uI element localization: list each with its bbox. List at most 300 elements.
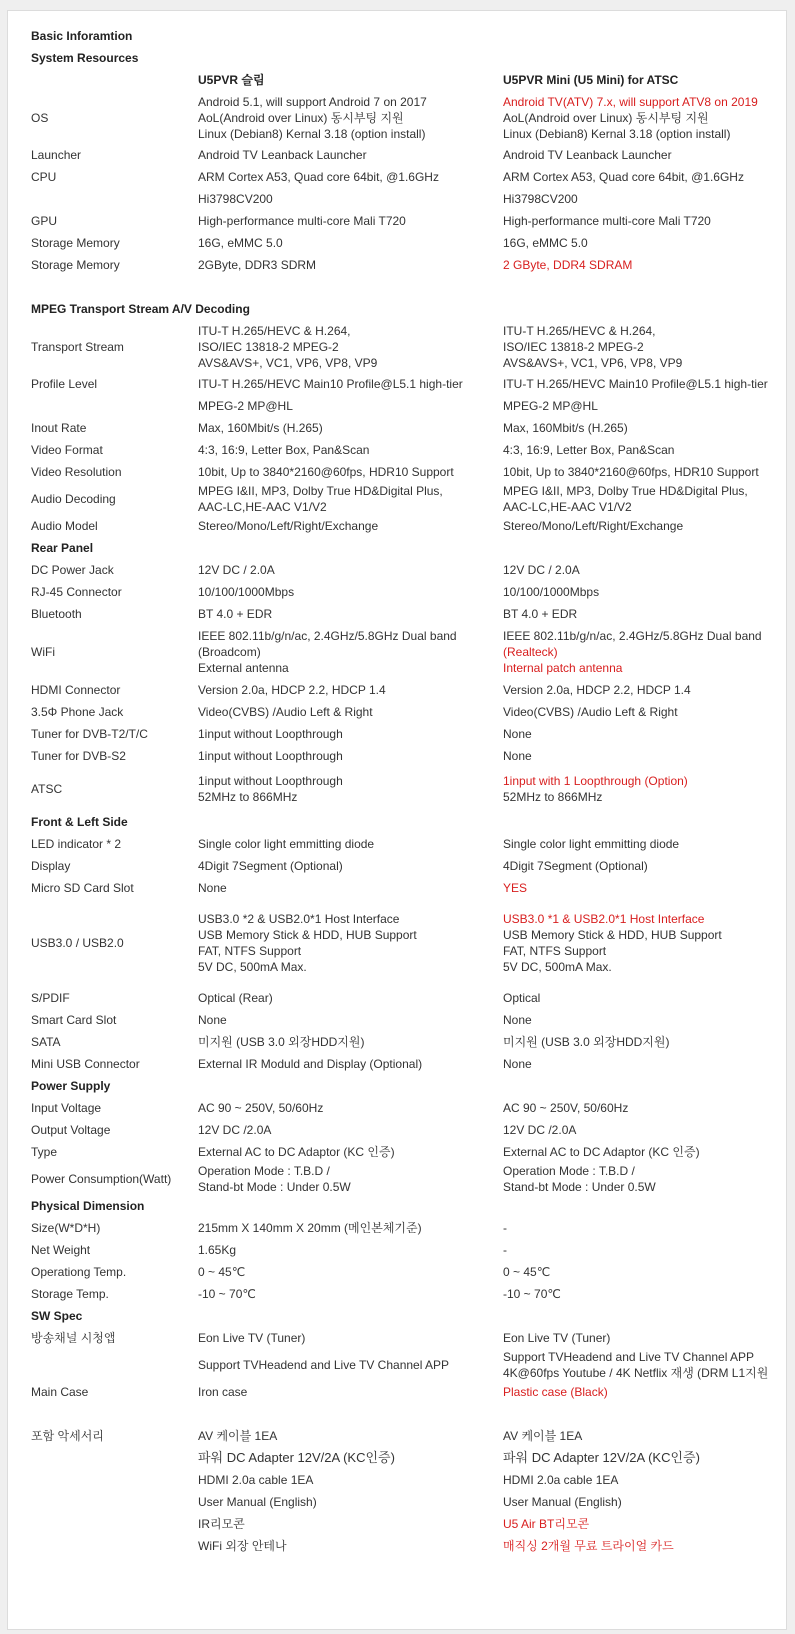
spec-row — [31, 1163, 786, 1195]
slim-line: Android 5.1, will support Android 7 on 2017 — [198, 94, 427, 109]
mini-cell — [503, 398, 786, 414]
slim-cell — [198, 1144, 503, 1160]
mini-line: 5V DC, 500mA Max. — [503, 960, 612, 974]
slim-cell — [198, 147, 503, 163]
slim-line: 12V DC / 2.0A — [198, 563, 275, 577]
spec-label: GPU — [31, 214, 58, 228]
slim-line: User Manual (English) — [198, 1495, 317, 1509]
mini-line: BT 4.0 + EDR — [503, 607, 578, 621]
mini-line: Video(CVBS) /Audio Left & Right — [503, 705, 678, 719]
spec-row — [31, 1469, 786, 1491]
slim-line: USB Memory Stick & HDD, HUB Support — [198, 928, 417, 942]
spec-row — [31, 373, 786, 395]
slim-line: Max, 160Mbit/s (H.265) — [198, 421, 323, 435]
mini-cell — [503, 682, 786, 698]
mini-line: ITU-T H.265/HEVC Main10 Profile@L5.1 high-tier — [503, 377, 768, 391]
slim-line: Stand-bt Mode : Under 0.5W — [198, 1180, 351, 1194]
mini-cell — [503, 483, 786, 515]
slim-cell — [198, 1056, 503, 1072]
spec-label: Mini USB Connector — [31, 1057, 140, 1071]
mini-line: MPEG-2 MP@HL — [503, 399, 598, 413]
slim-cell — [198, 748, 503, 764]
slim-cell — [198, 1494, 503, 1510]
slim-line: 16G, eMMC 5.0 — [198, 236, 283, 250]
mini-line: 4Digit 7Segment (Optional) — [503, 859, 648, 873]
slim-line: (Broadcom) — [198, 645, 261, 659]
section-heading — [31, 1195, 786, 1217]
section-title: Power Supply — [31, 1079, 111, 1093]
mini-cell — [503, 562, 786, 578]
mini-cell — [503, 1450, 786, 1466]
mini-cell — [503, 1538, 786, 1554]
slim-cell — [198, 880, 503, 896]
mini-line: Plastic case (Black) — [503, 1385, 608, 1399]
mini-line: Eon Live TV (Tuner) — [503, 1331, 611, 1345]
spec-row — [31, 1327, 786, 1349]
mini-line: 52MHz to 866MHz — [503, 790, 603, 804]
slim-line: Eon Live TV (Tuner) — [198, 1331, 306, 1345]
slim-line: WiFi 외장 안테나 — [198, 1539, 287, 1553]
mini-line: AVS&AVS+, VC1, VP6, VP8, VP9 — [503, 355, 683, 370]
spec-row — [31, 210, 786, 232]
mini-cell — [503, 1163, 786, 1195]
slim-line: 미지원 (USB 3.0 외장HDD지원) — [198, 1035, 365, 1049]
spec-row — [31, 1349, 786, 1381]
mini-cell — [503, 94, 786, 142]
mini-cell — [503, 880, 786, 896]
section-title: Rear Panel — [31, 541, 94, 555]
spec-row — [31, 855, 786, 877]
slim-line: 10bit, Up to 3840*2160@60fps, HDR10 Support — [198, 465, 454, 479]
mini-line: 파워 DC Adapter 12V/2A (KC인증) — [503, 1450, 700, 1465]
mini-cell — [503, 1144, 786, 1160]
slim-line: ISO/IEC 13818-2 MPEG-2 — [198, 339, 339, 354]
slim-line: Linux (Debian8) Kernal 3.18 (option install) — [198, 126, 426, 141]
slim-line: 12V DC /2.0A — [198, 1123, 272, 1137]
spec-row — [31, 1097, 786, 1119]
spec-row — [31, 144, 786, 166]
slim-cell — [198, 1428, 503, 1444]
slim-cell — [198, 169, 503, 185]
section-title: System Resources — [31, 51, 139, 65]
slim-line: 파워 DC Adapter 12V/2A (KC인증) — [198, 1450, 395, 1465]
slim-cell — [198, 584, 503, 600]
spec-row — [31, 559, 786, 581]
slim-cell — [198, 1264, 503, 1280]
spec-label: Output Voltage — [31, 1123, 111, 1137]
slim-line: ITU-T H.265/HEVC & H.264, — [198, 323, 351, 338]
slim-cell — [198, 1034, 503, 1050]
spec-row — [31, 1031, 786, 1053]
spec-label: RJ-45 Connector — [31, 585, 122, 599]
slim-cell — [198, 682, 503, 698]
spec-row — [31, 1009, 786, 1031]
slim-line: AAC-LC,HE-AAC V1/V2 — [198, 500, 327, 514]
spec-row — [31, 1513, 786, 1535]
spec-label: USB3.0 / USB2.0 — [31, 936, 124, 950]
spec-label: OS — [31, 110, 49, 125]
mini-line: ITU-T H.265/HEVC & H.264, — [503, 323, 656, 338]
spec-row — [31, 188, 786, 210]
mini-cell — [503, 72, 786, 88]
section-heading — [31, 537, 786, 559]
slim-line: None — [198, 881, 227, 895]
slim-line: Version 2.0a, HDCP 2.2, HDCP 1.4 — [198, 683, 386, 697]
slim-cell — [198, 442, 503, 458]
slim-cell — [198, 420, 503, 436]
mini-cell — [503, 169, 786, 185]
slim-line: IR리모콘 — [198, 1517, 245, 1531]
spec-row — [31, 987, 786, 1009]
mini-line: Linux (Debian8) Kernal 3.18 (option install) — [503, 126, 731, 141]
slim-line: MPEG I&II, MP3, Dolby True HD&Digital Plus, — [198, 484, 443, 498]
mini-cell — [503, 1056, 786, 1072]
spec-label: Audio Decoding — [31, 492, 116, 506]
spec-label: Tuner for DVB-T2/T/C — [31, 727, 148, 741]
mini-cell — [503, 1242, 786, 1258]
slim-cell — [198, 1330, 503, 1346]
slim-cell — [198, 990, 503, 1006]
column-header-row — [31, 69, 786, 91]
slim-line: 1input without Loopthrough — [198, 749, 343, 763]
spec-label: 포함 악세서리 — [31, 1429, 104, 1443]
spec-label: SATA — [31, 1035, 61, 1049]
slim-line: 1.65Kg — [198, 1243, 237, 1257]
spec-row — [31, 1261, 786, 1283]
slim-cell — [198, 628, 503, 676]
spec-row — [31, 745, 786, 767]
mini-line: 1input with 1 Loopthrough (Option) — [503, 774, 688, 788]
spec-row — [31, 254, 786, 276]
slim-line: Android TV Leanback Launcher — [198, 148, 367, 162]
slim-line: Iron case — [198, 1385, 248, 1399]
spec-label: Audio Model — [31, 519, 98, 533]
slim-cell — [198, 72, 503, 88]
slim-line: 1input without Loopthrough — [198, 727, 343, 741]
mini-line: 2 GByte, DDR4 SDRAM — [503, 258, 633, 272]
slim-cell — [198, 398, 503, 414]
spec-row — [31, 320, 786, 373]
mini-cell — [503, 1428, 786, 1444]
slim-line: 1input without Loopthrough — [198, 774, 343, 788]
spec-row — [31, 1447, 786, 1469]
mini-line: None — [503, 1057, 532, 1071]
mini-line: Hi3798CV200 — [503, 192, 578, 206]
spec-label: Storage Temp. — [31, 1287, 109, 1301]
spec-row — [31, 767, 786, 811]
slim-line: None — [198, 1013, 227, 1027]
spec-row — [31, 1239, 786, 1261]
mini-line: Optical — [503, 991, 541, 1005]
slim-line: 215mm X 140mm X 20mm (메인본체기준) — [198, 1221, 422, 1235]
mini-line: 매직싱 2개월 무료 트라이얼 카드 — [503, 1539, 674, 1553]
slim-cell — [198, 858, 503, 874]
spec-label: Input Voltage — [31, 1101, 102, 1115]
slim-line: Support TVHeadend and Live TV Channel APP — [198, 1358, 450, 1372]
spec-label: Type — [31, 1145, 58, 1159]
mini-cell — [503, 1330, 786, 1346]
spec-row — [31, 483, 786, 515]
spec-label: WiFi — [31, 645, 55, 659]
mini-line: Android TV(ATV) 7.x, will support ATV8 on 2019 — [503, 94, 758, 109]
spec-label: Storage Memory — [31, 236, 120, 250]
slim-cell — [198, 606, 503, 622]
mini-line: 10bit, Up to 3840*2160@60fps, HDR10 Support — [503, 465, 759, 479]
spec-label: Video Format — [31, 443, 103, 457]
spec-row — [31, 1283, 786, 1305]
slim-cell — [198, 911, 503, 975]
mini-cell — [503, 858, 786, 874]
mini-line: Version 2.0a, HDCP 2.2, HDCP 1.4 — [503, 683, 691, 697]
spec-row — [31, 515, 786, 537]
slim-cell — [198, 1286, 503, 1302]
spec-row — [31, 625, 786, 679]
mini-cell — [503, 836, 786, 852]
section-heading — [31, 47, 786, 69]
spec-row — [31, 276, 786, 298]
spec-label: Launcher — [31, 148, 82, 162]
slim-line: External antenna — [198, 661, 289, 675]
slim-line: IEEE 802.11b/g/n/ac, 2.4GHz/5.8GHz Dual band — [198, 629, 457, 643]
mini-cell — [503, 1286, 786, 1302]
section-title: Physical Dimension — [31, 1199, 145, 1213]
section-heading — [31, 1075, 786, 1097]
slim-line: AVS&AVS+, VC1, VP6, VP8, VP9 — [198, 355, 378, 370]
mini-cell — [503, 1384, 786, 1400]
spec-row — [31, 833, 786, 855]
mini-cell — [503, 1220, 786, 1236]
spec-row — [31, 581, 786, 603]
mini-cell — [503, 147, 786, 163]
slim-cell — [198, 235, 503, 251]
mini-line: Stand-bt Mode : Under 0.5W — [503, 1180, 656, 1194]
slim-line: HDMI 2.0a cable 1EA — [198, 1473, 314, 1487]
mini-line: User Manual (English) — [503, 1495, 622, 1509]
mini-line: ISO/IEC 13818-2 MPEG-2 — [503, 339, 644, 354]
mini-line: None — [503, 749, 532, 763]
spec-label: 방송채널 시청앱 — [31, 1331, 116, 1345]
spec-label: HDMI Connector — [31, 683, 121, 697]
mini-cell — [503, 1472, 786, 1488]
spec-row — [31, 1119, 786, 1141]
mini-line: YES — [503, 881, 528, 895]
slim-line: 4Digit 7Segment (Optional) — [198, 859, 343, 873]
mini-line: AAC-LC,HE-AAC V1/V2 — [503, 500, 632, 514]
mini-cell — [503, 1122, 786, 1138]
mini-line: AC 90 ~ 250V, 50/60Hz — [503, 1101, 629, 1115]
slim-line: AV 케이블 1EA — [198, 1429, 278, 1443]
slim-cell — [198, 257, 503, 273]
spec-label: Main Case — [31, 1385, 89, 1399]
slim-line: 10/100/1000Mbps — [198, 585, 295, 599]
section-title: Basic Inforamtion — [31, 28, 133, 43]
slim-line: USB3.0 *2 & USB2.0*1 Host Interface — [198, 912, 400, 926]
spec-table — [31, 24, 786, 1557]
mini-cell — [503, 1100, 786, 1116]
mini-line: Operation Mode : T.B.D / — [503, 1164, 635, 1178]
mini-cell — [503, 257, 786, 273]
slim-line: Stereo/Mono/Left/Right/Exchange — [198, 519, 379, 533]
spec-label: Inout Rate — [31, 421, 87, 435]
mini-cell — [503, 376, 786, 392]
slim-line: U5PVR 슬림 — [198, 73, 265, 87]
spec-row — [31, 91, 786, 144]
slim-line: AoL(Android over Linux) 동시부팅 지원 — [198, 110, 404, 125]
mini-cell — [503, 726, 786, 742]
section-heading — [31, 811, 786, 833]
mini-line: MPEG I&II, MP3, Dolby True HD&Digital Plus, — [503, 484, 748, 498]
mini-cell — [503, 1034, 786, 1050]
mini-line: -10 ~ 70℃ — [503, 1287, 561, 1301]
mini-line: U5 Air BT리모콘 — [503, 1517, 590, 1531]
slim-line: High-performance multi-core Mali T720 — [198, 214, 406, 228]
slim-cell — [198, 704, 503, 720]
slim-line: 4:3, 16:9, Letter Box, Pan&Scan — [198, 443, 370, 457]
mini-cell — [503, 606, 786, 622]
mini-cell — [503, 191, 786, 207]
section-title: Front & Left Side — [31, 815, 128, 829]
mini-line: High-performance multi-core Mali T720 — [503, 214, 711, 228]
spec-row — [31, 395, 786, 417]
slim-line: External AC to DC Adaptor (KC 인증) — [198, 1145, 395, 1159]
spec-row — [31, 723, 786, 745]
slim-line: BT 4.0 + EDR — [198, 607, 273, 621]
slim-cell — [198, 1357, 503, 1373]
mini-line: Android TV Leanback Launcher — [503, 148, 672, 162]
spec-row — [31, 1141, 786, 1163]
slim-cell — [198, 773, 503, 805]
section-title: SW Spec — [31, 1309, 83, 1323]
spec-row — [31, 1381, 786, 1403]
slim-line: 52MHz to 866MHz — [198, 790, 298, 804]
slim-line: Video(CVBS) /Audio Left & Right — [198, 705, 373, 719]
mini-cell — [503, 1012, 786, 1028]
mini-line: None — [503, 727, 532, 741]
spec-label: Micro SD Card Slot — [31, 881, 134, 895]
mini-cell — [503, 323, 786, 371]
mini-line: 4K@60fps Youtube / 4K Netflix 재생 (DRM L1지원 — [503, 1366, 769, 1380]
spec-label: Net Weight — [31, 1243, 91, 1257]
slim-line: -10 ~ 70℃ — [198, 1287, 256, 1301]
spec-label: ATSC — [31, 782, 63, 796]
slim-line: Hi3798CV200 — [198, 192, 273, 206]
slim-line: MPEG-2 MP@HL — [198, 399, 293, 413]
slim-cell — [198, 1242, 503, 1258]
slim-line: 5V DC, 500mA Max. — [198, 960, 307, 974]
mini-line: USB Memory Stick & HDD, HUB Support — [503, 928, 722, 942]
mini-line: Max, 160Mbit/s (H.265) — [503, 421, 628, 435]
mini-line: - — [503, 1243, 507, 1257]
mini-line: ARM Cortex A53, Quad core 64bit, @1.6GHz — [503, 170, 744, 184]
mini-cell — [503, 1349, 786, 1381]
mini-line: Stereo/Mono/Left/Right/Exchange — [503, 519, 684, 533]
slim-line: Single color light emmitting diode — [198, 837, 375, 851]
mini-cell — [503, 518, 786, 534]
section-heading — [31, 1305, 786, 1327]
slim-cell — [198, 726, 503, 742]
mini-cell — [503, 235, 786, 251]
mini-cell — [503, 213, 786, 229]
mini-line: 10/100/1000Mbps — [503, 585, 600, 599]
mini-line: USB3.0 *1 & USB2.0*1 Host Interface — [503, 912, 705, 926]
spec-row — [31, 1491, 786, 1513]
spec-row — [31, 701, 786, 723]
mini-line: HDMI 2.0a cable 1EA — [503, 1473, 619, 1487]
slim-cell — [198, 1163, 503, 1195]
mini-cell — [503, 704, 786, 720]
spec-label: Transport Stream — [31, 339, 124, 354]
mini-line: AoL(Android over Linux) 동시부팅 지원 — [503, 110, 709, 125]
mini-line: 12V DC /2.0A — [503, 1123, 577, 1137]
mini-line: None — [503, 1013, 532, 1027]
spec-row — [31, 1425, 786, 1447]
spec-label: CPU — [31, 170, 57, 184]
slim-line: AC 90 ~ 250V, 50/60Hz — [198, 1101, 324, 1115]
slim-cell — [198, 836, 503, 852]
spec-label: Video Resolution — [31, 465, 122, 479]
mini-line: - — [503, 1221, 507, 1235]
slim-cell — [198, 323, 503, 371]
slim-cell — [198, 1012, 503, 1028]
spec-label: Display — [31, 859, 71, 873]
mini-line: 16G, eMMC 5.0 — [503, 236, 588, 250]
mini-line: 12V DC / 2.0A — [503, 563, 580, 577]
mini-cell — [503, 1494, 786, 1510]
section-heading — [31, 24, 786, 47]
spec-label: Storage Memory — [31, 258, 120, 272]
spec-row — [31, 461, 786, 483]
spec-label: Tuner for DVB-S2 — [31, 749, 126, 763]
slim-cell — [198, 464, 503, 480]
spec-row — [31, 417, 786, 439]
mini-line: 0 ~ 45℃ — [503, 1265, 551, 1279]
slim-line: ITU-T H.265/HEVC Main10 Profile@L5.1 high-tier — [198, 377, 463, 391]
spec-row — [31, 166, 786, 188]
spec-row — [31, 439, 786, 461]
slim-cell — [198, 483, 503, 515]
mini-cell — [503, 748, 786, 764]
section-heading — [31, 298, 786, 320]
mini-line: Internal patch antenna — [503, 661, 623, 675]
spec-row — [31, 232, 786, 254]
slim-cell — [198, 94, 503, 142]
spec-label: Power Consumption(Watt) — [31, 1172, 172, 1186]
spec-row — [31, 899, 786, 987]
mini-line: IEEE 802.11b/g/n/ac, 2.4GHz/5.8GHz Dual band — [503, 629, 762, 643]
mini-cell — [503, 773, 786, 805]
spec-label: Operationg Temp. — [31, 1265, 127, 1279]
mini-line: 미지원 (USB 3.0 외장HDD지원) — [503, 1035, 670, 1049]
spec-label: S/PDIF — [31, 991, 70, 1005]
mini-cell — [503, 1264, 786, 1280]
mini-cell — [503, 442, 786, 458]
slim-line: FAT, NTFS Support — [198, 944, 302, 958]
slim-cell — [198, 518, 503, 534]
slim-line: Operation Mode : T.B.D / — [198, 1164, 330, 1178]
mini-line: External AC to DC Adaptor (KC 인증) — [503, 1145, 700, 1159]
spec-label: 3.5Φ Phone Jack — [31, 705, 124, 719]
slim-line: External IR Moduld and Display (Optional) — [198, 1057, 423, 1071]
spec-row — [31, 1217, 786, 1239]
mini-cell — [503, 628, 786, 676]
slim-line: 2GByte, DDR3 SDRM — [198, 258, 317, 272]
slim-cell — [198, 213, 503, 229]
mini-cell — [503, 464, 786, 480]
spec-row — [31, 679, 786, 701]
mini-cell — [503, 911, 786, 975]
mini-line: 4:3, 16:9, Letter Box, Pan&Scan — [503, 443, 675, 457]
spec-label: Size(W*D*H) — [31, 1221, 101, 1235]
